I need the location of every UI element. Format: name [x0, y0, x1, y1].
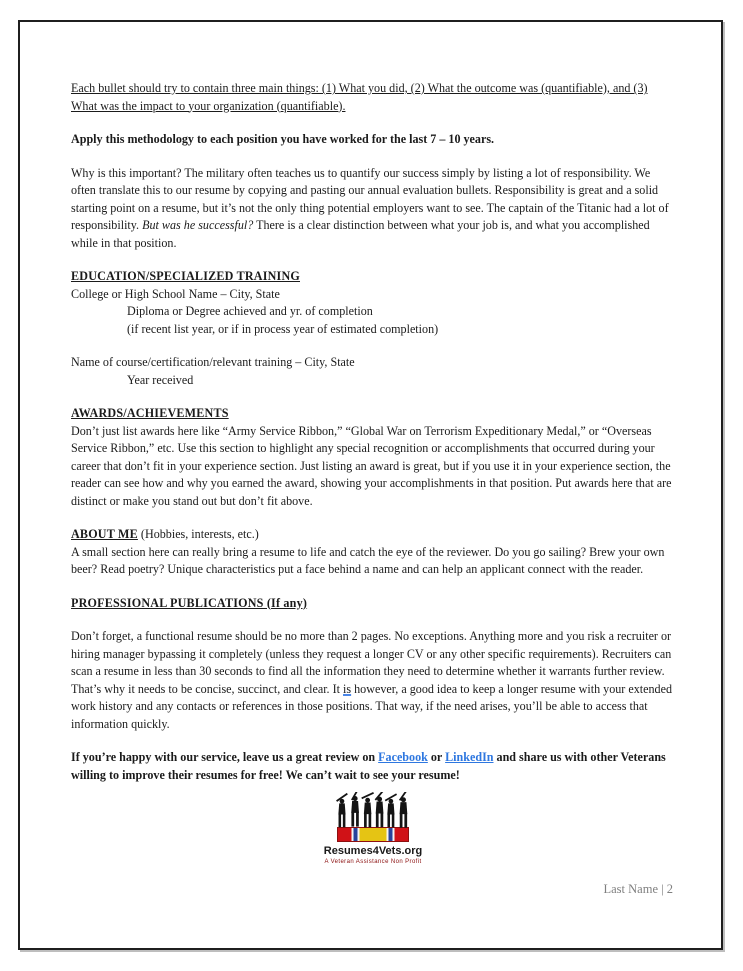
awards-heading: AWARDS/ACHIEVEMENTS [71, 406, 229, 420]
service-ribbon-graphic [337, 827, 409, 842]
why-important-text: Why is this important? The military often teaches us to quantify our success simply by listing a lot of responsibility. We often translate this to our resume by copying and pasting our annual evaluation bullets. Responsibility is great and a solid starting point on a resume, but it’s not the only thing potential employers want to see. The captain of the Titanic had a lot of responsibility. [71, 165, 669, 232]
about-me-body: A small section here can really bring a resume to life and catch the eye of the reviewer. Do you go sailing? Brew your own beer? Read poetry? Unique characteristics put a face behind a name and can help an applicant connect with the reader. [71, 544, 665, 576]
publications-heading: PROFESSIONAL PUBLICATIONS (If any) [71, 595, 308, 610]
why-important-tail: There is a clear distinction between what your job is, and what you accomplished while in that position. [71, 218, 650, 250]
education-heading: EDUCATION/SPECIALIZED TRAINING [71, 269, 300, 283]
education-section [71, 268, 675, 405]
about-me-section [71, 526, 675, 579]
review-request-mid: or [427, 750, 446, 764]
grammar-underlined-word: is [343, 681, 352, 696]
awards-body: Don’t just list awards here like “Army Service Ribbon,” “Global War on Terrorism Expeditionary Medal,” or “Overseas Service Ribbon,” etc. Use this section to highlight any special recognition or accomplishments that occurred during your career that don’t fit in your experience section. Just listing an award is great, but if you use it in your experience section, the reader can see how and why you earned the award, showing your accomplishments in that position. Put awards here that are distinct or make you stand out but don’t fit above. [71, 423, 672, 508]
dont-forget-tail: however, a good idea to keep a longer resume with your extended work history and any contacts or references in those positions. That way, if the need arises, you’ll be able to access that information quickly. [71, 681, 673, 731]
dont-forget-paragraph [71, 628, 675, 733]
logo-tagline-text: A Veteran Assistance Non Profit [324, 859, 422, 865]
review-request-paragraph [71, 749, 675, 784]
why-important-italic: But was he successful? [142, 218, 254, 232]
spacer [71, 338, 675, 354]
logo-graphic [324, 792, 422, 866]
review-request-tail: and share us with other Veterans willing to improve their resumes for free! We can’t wait to see your resume! [71, 750, 666, 782]
education-line-year-note: (if recent list year, or if in process year of estimated completion) [127, 321, 439, 336]
about-me-heading-line [71, 526, 675, 544]
resumes4vets-logo [71, 792, 675, 869]
spacer [71, 389, 675, 405]
apply-methodology-paragraph: Apply this methodology to each position you have worked for the last 7 – 10 years. [71, 132, 495, 146]
about-me-heading: ABOUT ME [71, 527, 138, 541]
why-important-paragraph [71, 165, 675, 253]
document-page-frame [18, 20, 723, 950]
education-line-course: Name of course/certification/relevant training – City, State [71, 355, 355, 369]
page-footer: Last Name | 2 [603, 881, 673, 896]
education-line-year-received: Year received [127, 372, 194, 387]
facebook-link[interactable]: Facebook [378, 750, 428, 764]
intro-paragraph: Each bullet should try to contain three main things: (1) What you did, (2) What the outcome was (quantifiable), and (3) What was the impact to your organization (quantifiable). [71, 81, 648, 113]
soldiers-silhouette-icon [334, 792, 412, 829]
document-content [71, 80, 675, 898]
dont-forget-text: Don’t forget, a functional resume should be no more than 2 pages. No exceptions. Anything more and you risk a recruiter or hiring manager bypassing it completely (unless they request a longer CV or any other specific requirements). Recruiters can scan a resume in less than 30 seconds to find all the information they need to determine whether it warrants further review. That’s why it needs to be concise, succinct, and clear. It [71, 629, 672, 696]
education-line-school: College or High School Name – City, State [71, 286, 280, 301]
education-line-diploma: Diploma or Degree achieved and yr. of completion [127, 304, 373, 318]
linkedin-link[interactable]: LinkedIn [445, 750, 494, 764]
about-me-heading-suffix: (Hobbies, interests, etc.) [137, 527, 259, 541]
logo-name-text: Resumes4Vets.org [323, 845, 423, 857]
review-request-text: If you’re happy with our service, leave us a great review on [71, 750, 379, 764]
awards-section [71, 405, 675, 510]
